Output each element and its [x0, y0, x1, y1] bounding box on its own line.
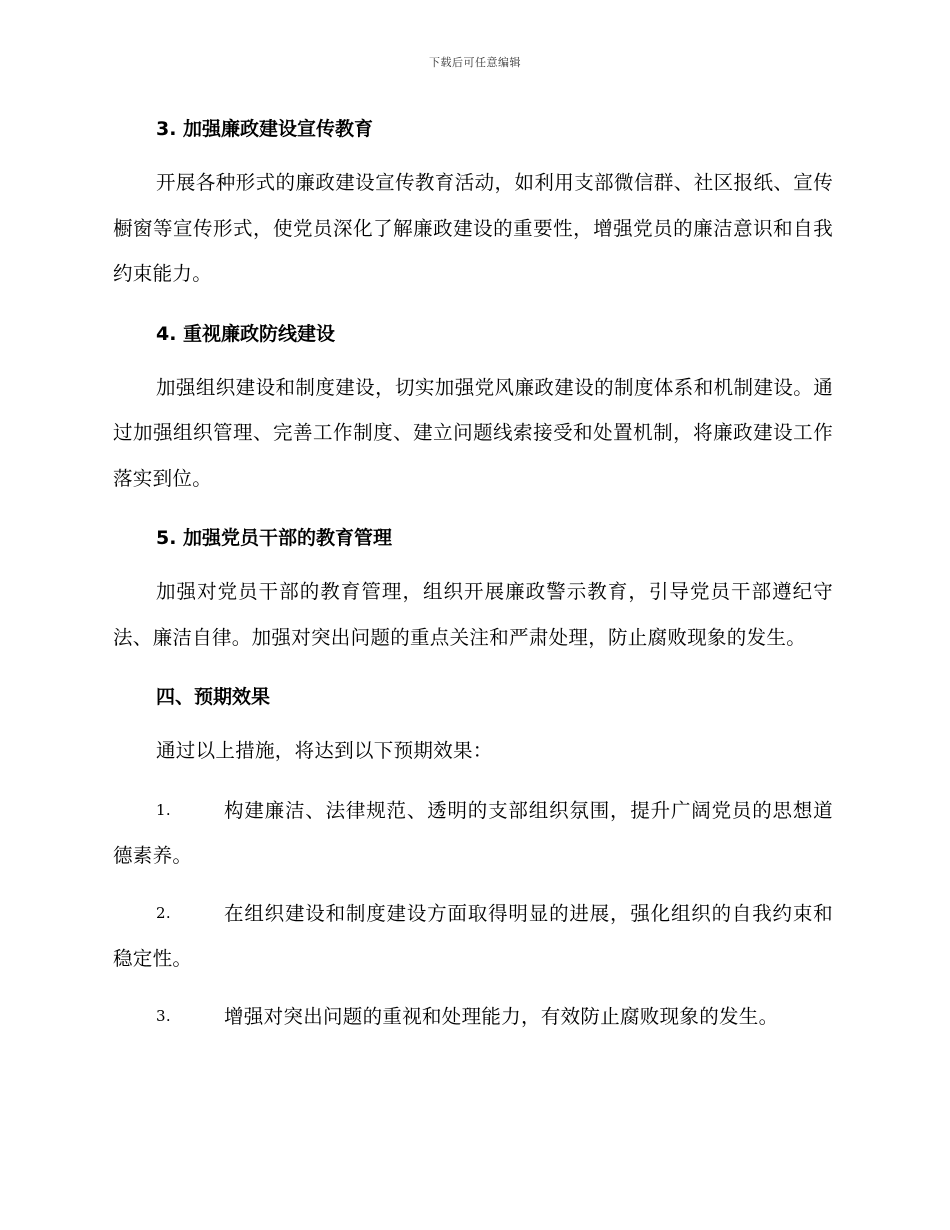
list-item-text: 在组织建设和制度建设方面取得明显的进展，强化组织的自我约束和稳定性。	[113, 901, 833, 970]
section-paragraph: 加强对党员干部的教育管理，组织开展廉政警示教育，引导党员干部遵纪守法、廉洁自律。加强对突出问题的重点关注和严肃处理，防止腐败现象的发生。	[113, 580, 833, 649]
section-heading: 4. 重视廉政防线建设	[156, 322, 336, 345]
effects-list-item	[113, 994, 833, 1040]
list-item-number: 2.	[156, 903, 171, 922]
list-item-text: 构建廉洁、法律规范、透明的支部组织氛围，提升广阔党员的思想道德素养。	[113, 798, 833, 867]
document-body	[113, 112, 833, 1051]
effects-intro: 通过以上措施，将达到以下预期效果：	[156, 739, 493, 762]
section-paragraph: 开展各种形式的廉政建设宣传教育活动，如利用支部微信群、社区报纸、宣传橱窗等宣传形式，使党员深化了解廉政建设的重要性，增强党员的廉洁意识和自我约束能力。	[113, 171, 833, 285]
list-item-number: 3.	[156, 1006, 171, 1025]
effects-heading: 四、预期效果	[156, 686, 271, 708]
section-paragraph: 加强组织建设和制度建设，切实加强党风廉政建设的制度体系和机制建设。通过加强组织管理、完善工作制度、建立问题线索接受和处置机制，将廉政建设工作落实到位。	[113, 375, 833, 490]
list-item-text: 增强对突出问题的重视和处理能力，有效防止腐败现象的发生。	[224, 1004, 779, 1028]
section-heading: 5. 加强党员干部的教育管理	[156, 527, 393, 549]
section-heading: 3. 加强廉政建设宣传教育	[156, 118, 374, 140]
list-item-number: 1.	[156, 800, 171, 819]
page-header-note: 下载后可任意编辑	[429, 56, 521, 69]
effects-list-item	[113, 788, 833, 879]
effects-list-item	[113, 891, 833, 982]
